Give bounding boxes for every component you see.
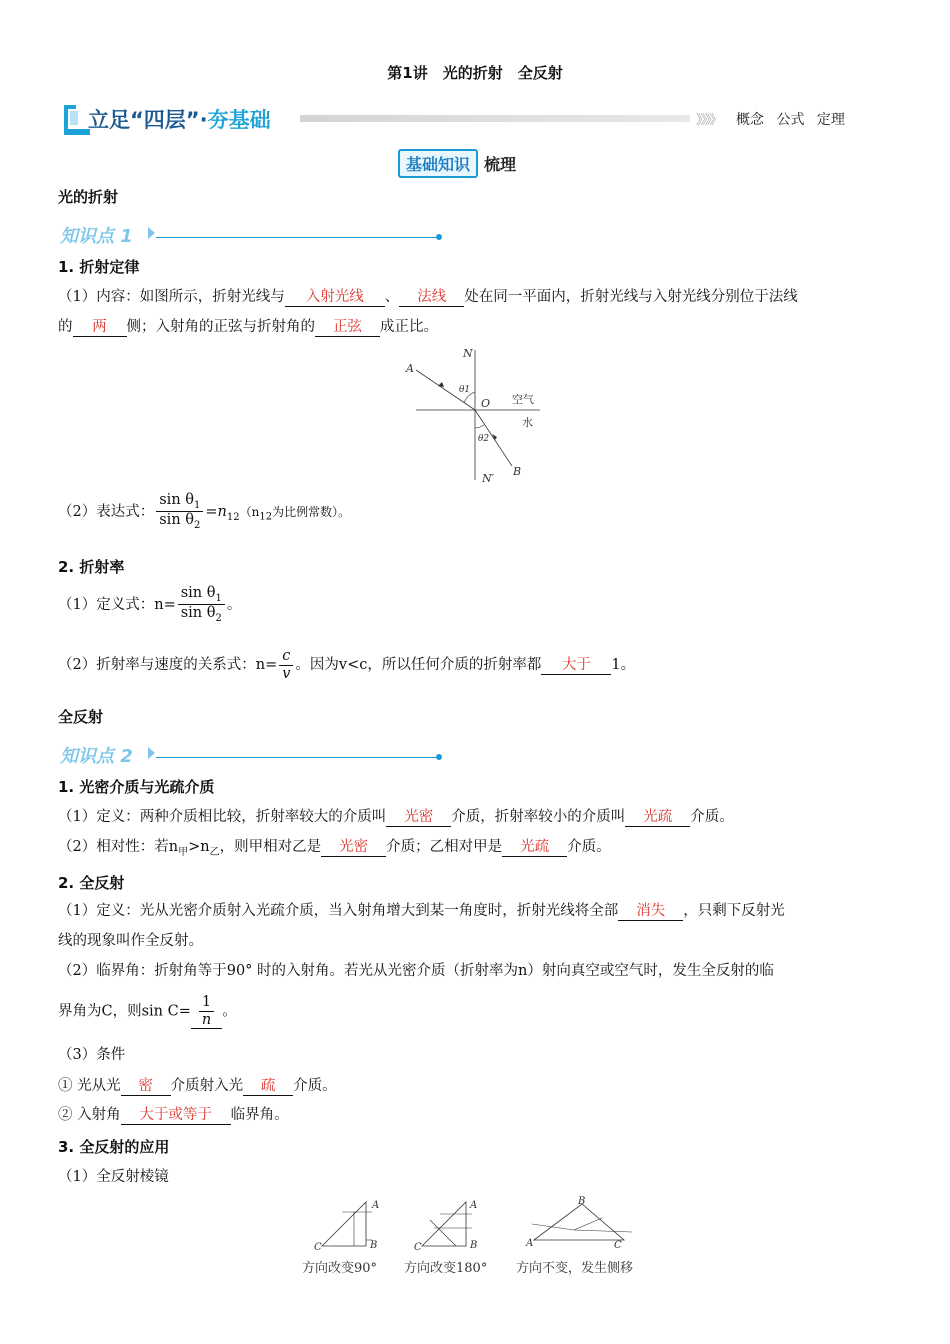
knowledge-point-2: 知识点 2 — [60, 742, 450, 766]
svg-text:O: O — [481, 397, 491, 410]
svg-text:C: C — [414, 1242, 422, 1253]
svg-text:B: B — [370, 1240, 378, 1251]
blank-thin-relative: 光疏 — [502, 838, 567, 857]
prism-90-diagram — [312, 1196, 392, 1256]
section-banner — [60, 101, 860, 137]
blank-normal: 法线 — [399, 288, 464, 307]
svg-text:θ1: θ1 — [459, 385, 471, 395]
refraction-diagram — [400, 342, 550, 488]
condition-1: ① 光从光 密 介质射入光 疏 介质。 — [58, 1078, 337, 1094]
svg-text:A: A — [372, 1200, 380, 1211]
svg-text:A: A — [406, 362, 414, 375]
blank-greater-or-equal: 大于或等于 — [121, 1106, 231, 1125]
blank-greater-than: 大于 — [541, 656, 611, 675]
law-expression: （2）表达式： $\frac{\sin \theta_1}{\sin \theta_2}$ $=n_{12}(n_{12}$为比例常数）。 — [58, 492, 351, 532]
svg-text:C: C — [314, 1242, 322, 1253]
prism-shift-diagram — [522, 1194, 642, 1254]
blank-thin: 疏 — [243, 1077, 293, 1096]
banner-divider — [300, 115, 690, 122]
blank-optically-dense: 光密 — [386, 808, 451, 827]
svg-text:N′: N′ — [482, 472, 495, 485]
condition-2: ② 入射角 大于或等于 临界角。 — [58, 1107, 289, 1123]
page-title: 第1讲 光的折射 全反射 — [387, 64, 563, 82]
part2-heading: 全反射 — [58, 708, 104, 726]
banner-arrows-icon: 》》》》 — [696, 113, 721, 128]
svg-text:θ2: θ2 — [478, 434, 490, 444]
index-speed-relation: （2）折射率与速度的关系式：n= $\frac{c}{v}$ 。因为v<c，所以任何介质的折射率都 大于 1。 — [58, 648, 636, 682]
banner-tags: 概念 公式 定理 — [736, 112, 845, 128]
prism-heading: （1）全反射棱镜 — [58, 1169, 169, 1185]
law-line-1: （1）内容：如图所示，折射光线与 入射光线 、 法线 处在同一平面内，折射光线与入射光线分别位于法线 — [58, 289, 798, 305]
law-heading: 1. 折射定律 — [58, 258, 140, 276]
total-heading: 2. 全反射 — [58, 874, 125, 892]
media-heading: 1. 光密介质与光疏介质 — [58, 778, 215, 796]
svg-text:B: B — [470, 1240, 478, 1251]
index-heading: 2. 折射率 — [58, 558, 125, 576]
media-definition: （1）定义：两种介质相比较，折射率较大的介质叫 光密 介质，折射率较小的介质叫 光疏 介质。 — [58, 809, 734, 825]
blank-dense-relative: 光密 — [321, 838, 386, 857]
section-tag-sub: 梳理 — [484, 154, 517, 174]
svg-text:空气: 空气 — [512, 393, 534, 406]
banner-title: 立足“四层”·夯基础 — [88, 108, 271, 132]
section-tag-box: 基础知识 — [398, 149, 478, 178]
svg-text:B: B — [513, 465, 522, 478]
application-heading: 3. 全反射的应用 — [58, 1138, 170, 1156]
total-definition-1: （1）定义：光从光密介质射入光疏介质，当入射角增大到某一角度时，折射光线将全部 消失 ，只剩下反射光 — [58, 903, 785, 919]
svg-text:A: A — [526, 1238, 534, 1249]
kp1-arrow-icon — [148, 227, 155, 239]
prism-shift-caption: 方向不变，发生侧移 — [516, 1261, 634, 1276]
kp2-arrow-icon — [148, 747, 155, 759]
svg-text:A: A — [470, 1200, 478, 1211]
total-definition-2: 线的现象叫作全反射。 — [58, 933, 203, 949]
section-tag — [398, 148, 516, 178]
blank-sine: 正弦 — [315, 318, 380, 337]
index-definition: （1）定义式：n= $\frac{\sin \theta_1}{\sin \theta_2}$ 。 — [58, 585, 242, 625]
blank-disappear: 消失 — [618, 902, 683, 921]
knowledge-point-1: 知识点 1 — [60, 222, 450, 246]
critical-angle-1: （2）临界角：折射角等于90° 时的入射角。若光从光密介质（折射率为n）射向真空或空气时，发生全反射的临 — [58, 963, 774, 979]
law-line-2: 的 两 侧；入射角的正弦与折射角的 正弦 成正比。 — [58, 319, 438, 335]
prism-90-caption: 方向改变90° — [302, 1261, 378, 1276]
critical-angle-2: 界角为C，则sin C= $\frac{1}{n}$ 。 — [58, 994, 237, 1028]
svg-text:水: 水 — [522, 416, 533, 429]
svg-text:N: N — [463, 347, 473, 360]
prism-180-diagram — [412, 1196, 492, 1256]
svg-text:C: C — [614, 1240, 622, 1251]
blank-dense: 密 — [121, 1077, 171, 1096]
media-relativity: （2）相对性：若$n_甲>n_乙$，则甲相对乙是 光密 介质；乙相对甲是 光疏 介质。 — [58, 839, 611, 858]
conditions-heading: （3）条件 — [58, 1047, 126, 1063]
blank-incident-ray: 入射光线 — [285, 288, 385, 307]
svg-text:B: B — [578, 1196, 586, 1207]
part1-heading: 光的折射 — [58, 188, 119, 206]
blank-two: 两 — [73, 318, 127, 337]
prism-180-caption: 方向改变180° — [404, 1261, 488, 1276]
blank-optically-thin: 光疏 — [625, 808, 690, 827]
